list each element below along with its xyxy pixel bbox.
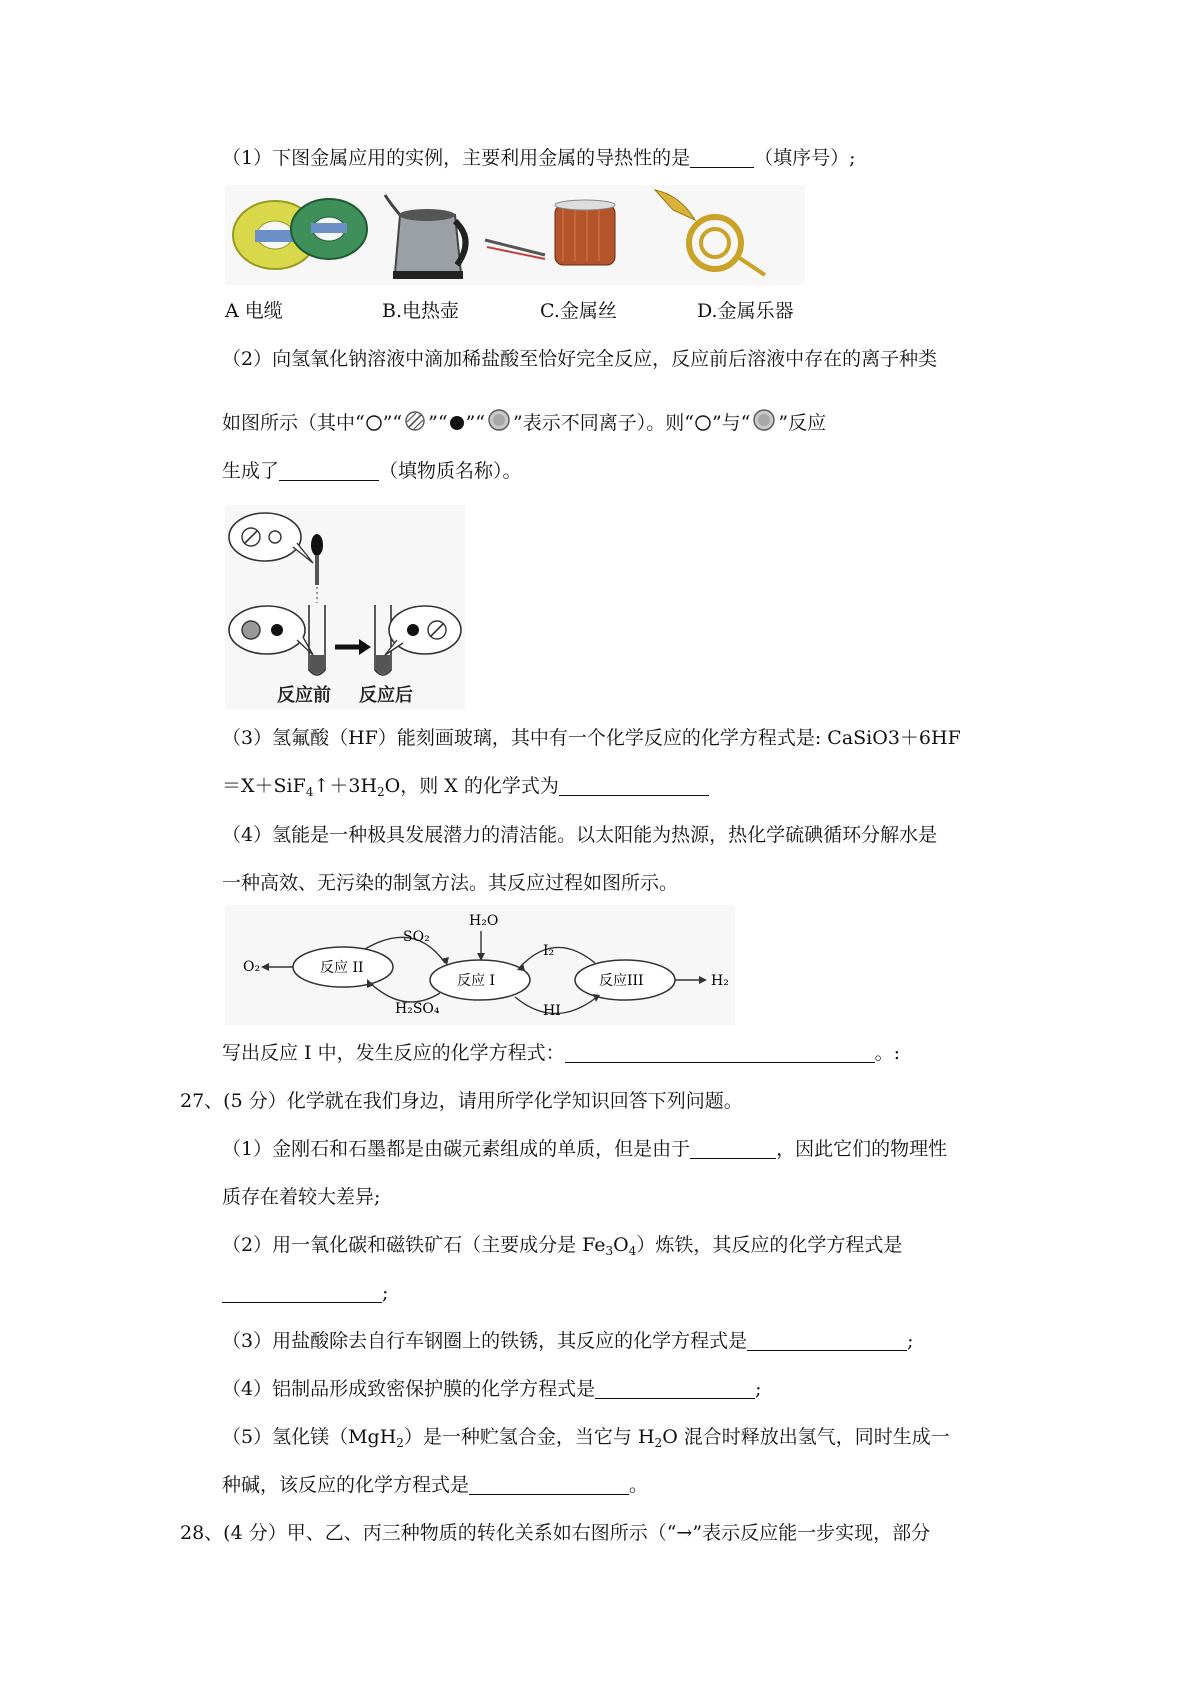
q28-header: 28、(4 分）甲、乙、丙三种物质的转化关系如右图所示（“→”表示反应能一步实现，部分 <box>180 1522 931 1544</box>
q27-s5-sub2a: 2 <box>396 1436 404 1450</box>
reaction-1-label: 反应 I <box>457 973 495 989</box>
q4-cycle-diagram <box>225 905 735 1025</box>
cable-coil-image <box>233 199 367 269</box>
h2-label: H₂ <box>711 973 729 989</box>
q2-text-e: ”表示不同离子）。则“ <box>513 412 694 434</box>
before-reaction-label: 反应前 <box>277 685 331 706</box>
q27-s4-pre: （4）铝制品形成致密保护膜的化学方程式是 <box>222 1378 596 1400</box>
q2-answer-blank[interactable] <box>279 460 379 481</box>
hollow-circle-icon <box>365 414 383 432</box>
q1-text-post: （填序号）; <box>754 147 856 169</box>
q4-line3-post: 。: <box>874 1042 900 1064</box>
q2-text-f: ”与“ <box>711 412 751 434</box>
q2-line3-pre: 生成了 <box>222 460 280 482</box>
q27-s1 <box>222 1136 947 1162</box>
q27-s3 <box>222 1328 914 1354</box>
q2-text-b: ”“ <box>382 412 403 434</box>
q27-s3-blank[interactable] <box>747 1330 907 1351</box>
q4-line3 <box>222 1040 900 1066</box>
q4-line2: 一种高效、无污染的制氢方法。其反应过程如图所示。 <box>222 872 679 894</box>
q1-text: （1）下图金属应用的实例，主要利用金属的导热性的是 <box>222 147 691 169</box>
q3-sub-2: 2 <box>377 785 385 799</box>
q3-text-e: O，则 X 的化学式为 <box>384 775 559 797</box>
q3-answer-blank[interactable] <box>559 775 709 796</box>
q27-s5-line2-pre: 种碱，该反应的化学方程式是 <box>222 1474 470 1496</box>
q2-text-d: ”“ <box>465 412 486 434</box>
q27-s3-pre: （3）用盐酸除去自行车钢圈上的铁锈，其反应的化学方程式是 <box>222 1330 748 1352</box>
q27-s4-post: ; <box>755 1378 762 1400</box>
q2-ion-figure <box>225 505 465 710</box>
q27-s2-blank[interactable] <box>222 1282 382 1303</box>
o2-label: O₂ <box>243 959 261 975</box>
q27-s1-post: ，因此它们的物理性 <box>776 1138 948 1160</box>
option-c-label: C.金属丝 <box>540 300 617 322</box>
hollow-circle-icon <box>694 414 712 432</box>
dotted-circle-icon <box>485 408 513 432</box>
q27-s2-sub4: 4 <box>628 1244 637 1258</box>
q27-s2 <box>222 1232 902 1258</box>
q1-answer-blank[interactable] <box>690 147 754 168</box>
q2-text-g: ”反应 <box>778 412 827 434</box>
q27-s5-sub2b: 2 <box>654 1436 663 1450</box>
option-b-label: B.电热壶 <box>382 300 460 322</box>
dotted-circle-icon <box>750 408 778 432</box>
q27-s2-sub3: 3 <box>605 1244 614 1258</box>
so2-label: SO₂ <box>403 929 430 945</box>
metal-instrument-image <box>655 190 765 275</box>
q4-line1: （4）氢能是一种极具发展潜力的清洁能。以太阳能为热源，热化学硫碘循环分解水是 <box>222 824 938 846</box>
q3-sub-4: 4 <box>305 785 314 799</box>
option-d-label: D.金属乐器 <box>697 300 794 322</box>
q27-s2-e: ）炼铁，其反应的化学方程式是 <box>636 1234 903 1256</box>
q27-s3-post: ; <box>907 1330 914 1352</box>
q3-line2 <box>222 773 709 799</box>
q27-s2-line2 <box>222 1280 388 1306</box>
metal-applications-image <box>225 185 805 285</box>
q27-s5-a: （5）氢化镁（MgH <box>222 1426 397 1448</box>
q27-s2-line2-post: ; <box>382 1282 389 1304</box>
q27-s5-line2-post: 。 <box>629 1474 649 1496</box>
after-reaction-label: 反应后 <box>359 685 413 706</box>
q2-text-a: 如图所示（其中“ <box>222 412 365 434</box>
q27-s1-pre: （1）金刚石和石墨都是由碳元素组成的单质，但是由于 <box>222 1138 691 1160</box>
q27-s5 <box>222 1424 950 1450</box>
q1-image-strip <box>225 185 805 285</box>
q27-s1-blank[interactable] <box>690 1138 776 1159</box>
electric-kettle-image <box>385 195 466 279</box>
h2o-label: H₂O <box>469 913 499 929</box>
h2so4-label: H₂SO₄ <box>395 1001 440 1017</box>
q2-line2 <box>222 408 826 436</box>
q27-s5-blank[interactable] <box>469 1474 629 1495</box>
option-a-label: A 电缆 <box>225 300 283 322</box>
q27-s5-e: O 混合时释放出氢气，同时生成一 <box>662 1426 950 1448</box>
q27-s2-c: O <box>613 1234 629 1256</box>
q27-s4-blank[interactable] <box>595 1378 755 1399</box>
q2-line3-post: （填物质名称）。 <box>379 460 522 482</box>
q3-text-c: ↑＋3H <box>313 775 378 797</box>
q27-s1-line2: 质存在着较大差异; <box>222 1186 381 1208</box>
solid-circle-icon <box>448 414 466 432</box>
q4-line3-pre: 写出反应 I 中，发生反应的化学方程式： <box>222 1042 565 1064</box>
q1-prompt <box>222 145 856 171</box>
q27-header: 27、(5 分）化学就在我们身边，请用所学化学知识回答下列问题。 <box>180 1090 743 1112</box>
ion-reaction-diagram <box>225 505 465 710</box>
q2-text-c: ”“ <box>428 412 448 434</box>
q2-line1: （2）向氢氧化钠溶液中滴加稀盐酸至恰好完全反应，反应前后溶液中存在的离子种类 <box>222 348 938 370</box>
q4-answer-blank[interactable] <box>565 1042 875 1063</box>
hi-label: HI <box>543 1003 561 1019</box>
q2-line3 <box>222 458 522 484</box>
reaction-2-label: 反应 II <box>320 960 364 976</box>
q3-text-a: ＝X＋SiF <box>222 775 306 797</box>
reaction-3-label: 反应III <box>599 973 644 989</box>
metal-wire-image <box>485 200 615 265</box>
q27-s5-c: ）是一种贮氢合金，当它与 H <box>403 1426 655 1448</box>
hatched-circle-icon <box>402 410 428 432</box>
i2-label: I₂ <box>543 943 555 959</box>
q3-line1: （3）氢氟酸（HF）能刻画玻璃，其中有一个化学反应的化学方程式是: CaSiO3＋6HF <box>222 727 961 749</box>
q27-s5-line2 <box>222 1472 648 1498</box>
q27-s4 <box>222 1376 762 1402</box>
q27-s2-a: （2）用一氧化碳和磁铁矿石（主要成分是 Fe <box>222 1234 606 1256</box>
hydrogen-cycle-diagram <box>225 905 735 1025</box>
